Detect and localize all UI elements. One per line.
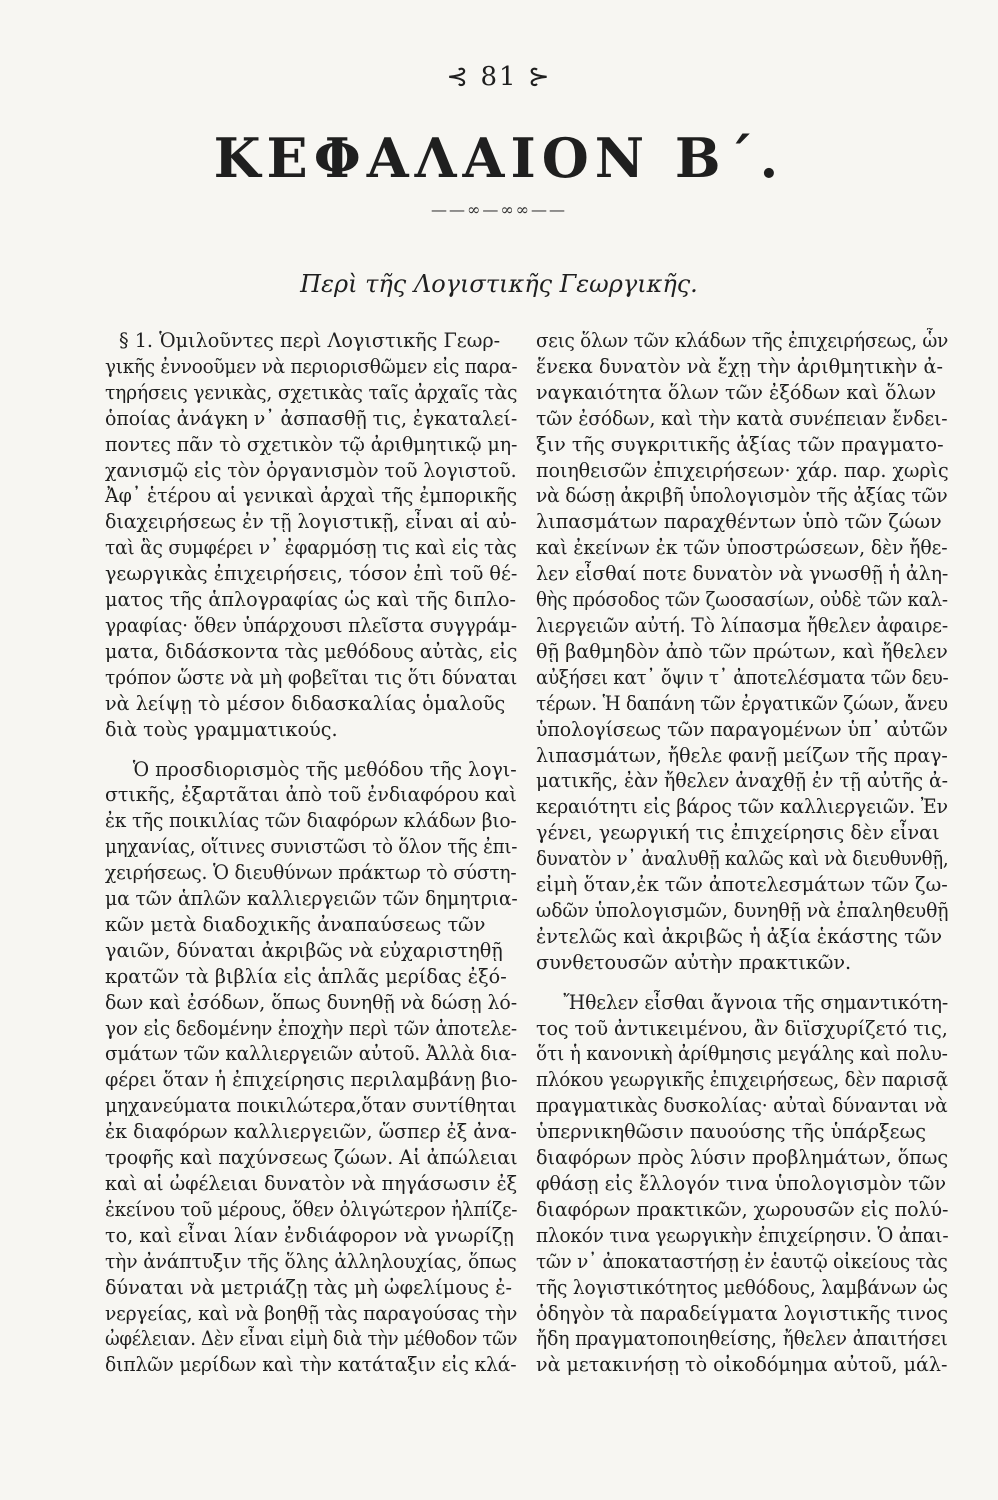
text-line: μηχανεύματα ποικιλώτερα,ὅταν συντίθηται	[105, 1094, 517, 1118]
text-line: κρατῶν τὰ βιβλία εἰς ἁπλᾶς μερίδας ἐξό-	[105, 964, 507, 988]
text-line: ποιηθεισῶν ἐπιχειρήσεων· χάρ. παρ. χωρὶς	[536, 458, 949, 482]
text-line: στικῆς, ἐξαρτᾶται ἀπὸ τοῦ ἐνδιαφόρου καὶ	[105, 783, 517, 807]
paragraph	[105, 757, 517, 1379]
text-line: Ἀφ᾽ ἑτέρου αἱ γενικαὶ ἀρχαὶ τῆς ἐμπορικῆς	[105, 484, 518, 508]
text-line: πραγματικὰς δυσκολίας· αὐταὶ δύνανται νὰ	[536, 1094, 948, 1118]
text-line: τέρων. Ἡ δαπάνη τῶν ἐργατικῶν ζώων, ἄνευ	[536, 691, 948, 715]
text-line: γαιῶν, δύναται ἀκριβῶς νὰ εὐχαριστηθῇ	[105, 938, 503, 962]
text-line: ἐκ διαφόρων καλλιεργειῶν, ὥσπερ ἐξ ἀνα-	[105, 1120, 517, 1144]
text-line: γραφίας· ὅθεν ὑπάρχουσι πλεῖστα συγγράμ-	[105, 613, 517, 637]
text-line: τροφῆς καὶ παχύνσεως ζώων. Αἱ ἀπώλειαι	[105, 1146, 518, 1170]
text-line: πλοκόν τινα γεωργικὴν ἐπιχείρησιν. Ὁ ἀπαι-	[536, 1223, 949, 1247]
paragraph	[536, 328, 948, 976]
text-line: Ἤθελεν εἶσθαι ἄγνοια τῆς σημαντικότη-	[563, 990, 949, 1014]
text-line: ωδῶν ὑπολογισμῶν, δυνηθῇ νὰ ἐπαληθευθῇ	[536, 898, 949, 922]
page-number-value: 81	[480, 62, 518, 92]
text-line: μα τῶν ἁπλῶν καλλιεργειῶν τῶν δημητρια-	[105, 887, 518, 911]
text-line: λιπασμάτων παραχθέντων ὑπὸ τῶν ζώων	[536, 510, 942, 534]
text-line: τὴν ἀνάπτυξιν τῆς ὅλης ἀλληλουχίας, ὅπως	[105, 1249, 517, 1273]
text-line: τος τοῦ ἀντικειμένου, ἂν διϊσχυρίζετό τις,	[536, 1016, 948, 1040]
text-line: Ὁ προσδιορισμὸς τῆς μεθόδου τῆς λογι-	[132, 757, 517, 781]
paragraph-gap	[105, 743, 517, 757]
section-subtitle: Περὶ τῆς Λογιστικῆς Γεωργικῆς.	[300, 270, 698, 298]
text-line: κεραιότητι εἰς βάρος τῶν καλλιεργειῶν. Ἐν	[536, 795, 948, 819]
text-line: καὶ ἐκείνων ἐκ τῶν ὑποστρώσεων, δὲν ἤθε-	[536, 536, 948, 560]
paragraph	[536, 990, 948, 1379]
ornamental-divider: ——∞—∞∞——	[431, 200, 567, 219]
text-line: λεν εἶσθαί ποτε δυνατὸν νὰ γνωσθῇ ἡ ἀλη-	[536, 562, 949, 586]
text-line: ὑπερνικηθῶσιν παυούσης τῆς ὑπάρξεως	[536, 1120, 927, 1144]
text-line: χειρήσεως. Ὁ διευθύνων πράκτωρ τὸ σύστη-	[105, 861, 517, 885]
text-line: ποντες πᾶν τὸ σχετικὸν τῷ ἀριθμητικῷ μη-	[105, 432, 518, 456]
text-line: καὶ αἱ ὠφέλειαι δυνατὸν νὰ πηγάσωσιν ἐξ	[105, 1172, 518, 1195]
text-line: θὴς πρόσοδος τῶν ζωοσασίων, οὐδὲ τῶν καλ-	[536, 588, 948, 612]
text-line: λιπασμάτων, ἤθελε φανῇ μείζων τῆς πραγ-	[536, 743, 948, 767]
right-text-column	[536, 328, 948, 1378]
text-line: γικῆς ἐννοοῦμεν νὰ περιορισθῶμεν εἰς παρα-	[105, 354, 518, 378]
text-line: λιεργειῶν αὐτή. Τὸ λίπασμα ἤθελεν ἀφαιρε-	[536, 613, 948, 637]
text-line: διαφόρων πρακτικῶν, χωρουσῶν εἰς πολύ-	[536, 1197, 949, 1221]
text-line: ἐκείνου τοῦ μέρους, ὅθεν ὀλιγώτερον ἠλπίζε-	[105, 1197, 518, 1221]
ornament-right: ⊱	[527, 62, 552, 92]
text-line: ματα, διδάσκοντα τὰς μεθόδους αὐτὰς, εἰς	[105, 639, 518, 663]
text-line: ὁδηγὸν τὰ παραδείγματα λογιστικῆς τινος	[536, 1301, 948, 1325]
ornament-left: ⊰	[446, 62, 471, 92]
text-line: ναγκαιότητα ὅλων τῶν ἐξόδων καὶ ὅλων	[536, 380, 937, 404]
text-line: ἐντελῶς καὶ ἀκριβῶς ἡ ἀξία ἑκάστης τῶν	[536, 924, 943, 948]
text-line: ὅτι ἡ κανονικὴ ἀρίθμησις μεγάλης καὶ πολυ-	[536, 1042, 948, 1066]
text-line: αὐξήσει κατ᾽ ὄψιν τ᾽ ἀποτελέσματα τῶν δευ-	[536, 665, 949, 689]
text-line: τῶν ν᾽ ἀποκαταστήσῃ ἐν ἑαυτῷ οἰκείους τὰς	[536, 1249, 948, 1273]
text-line: ἤδη πραγματοποιηθείσης, ἤθελεν ἀπαιτήσει	[536, 1327, 948, 1351]
text-line: ὁποίας ἀνάγκη ν᾽ ἀσπασθῇ τις, ἐγκαταλεί-	[105, 406, 518, 430]
left-text-column	[105, 328, 517, 1378]
page-number	[0, 62, 998, 92]
text-line: μηχανίας, οἵτινες συνιστῶσι τὸ ὅλον τῆς ἐπι-	[105, 835, 518, 859]
text-line: γένει, γεωργική τις ἐπιχείρησις δὲν εἶναι	[536, 821, 940, 845]
text-line: σμάτων τῶν καλλιεργειῶν αὐτοῦ. Ἀλλὰ δια-	[105, 1042, 517, 1066]
text-line: νεργείας, καὶ νὰ βοηθῇ τὰς παραγούσας τὴν	[105, 1301, 518, 1325]
text-line: ξιν τῆς συγκριτικῆς ἀξίας τῶν πραγματο-	[536, 432, 944, 456]
text-line: ἐκ τῆς ποικιλίας τῶν διαφόρων κλάδων βιο-	[105, 809, 517, 833]
text-line: συνθετουσῶν αὐτὴν πρακτικῶν.	[536, 950, 852, 974]
text-line: § 1. Ὁμιλοῦντες περὶ Λογιστικῆς Γεωρ-	[119, 329, 501, 352]
text-line: νὰ λείψῃ τὸ μέσον διδασκαλίας ὁμαλοῦς	[105, 691, 506, 715]
text-line: νὰ μετακινήσῃ τὸ οἰκοδόμημα αὐτοῦ, μάλ-	[536, 1353, 948, 1377]
text-line: ματος τῆς ἁπλογραφίας ὡς καὶ τῆς διπλο-	[105, 588, 517, 612]
text-line: τηρήσεις γενικὰς, σχετικὰς ταῖς ἀρχαῖς τὰς	[105, 380, 518, 404]
text-line: δύναται νὰ μετριάζῃ τὰς μὴ ὠφελίμους ἐ-	[105, 1275, 513, 1299]
text-line: κῶν μετὰ διαδοχικῆς ἀναπαύσεως τῶν	[105, 912, 486, 936]
text-line: τρόπον ὥστε νὰ μὴ φοβεῖται τις ὅτι δύναται	[105, 665, 518, 689]
text-line: εἰμὴ ὅταν,ἐκ τῶν ἀποτελεσμάτων τῶν ζω-	[536, 873, 948, 897]
text-line: θῇ βαθμηδὸν ἀπὸ τῶν πρώτων, καὶ ἤθελεν	[536, 639, 948, 663]
text-line: διαχειρήσεως ἐν τῇ λογιστικῇ, εἶναι αἱ αὐ-	[105, 510, 517, 534]
text-line: νὰ δώσῃ ἀκριβῆ ὑπολογισμὸν τῆς ἀξίας τῶν	[536, 484, 948, 508]
text-line: γεωργικὰς ἐπιχειρήσεις, τόσον ἐπὶ τοῦ θέ-	[105, 562, 518, 586]
text-line: χανισμῷ εἰς τὸν ὀργανισμὸν τοῦ λογιστοῦ.	[105, 458, 517, 482]
text-line: δυνατὸν ν᾽ ἀναλυθῇ καλῶς καὶ νὰ διευθυνθῇ,	[536, 847, 949, 871]
text-line: ὑπολογίσεως τῶν παραγομένων ὑπ᾽ αὐτῶν	[536, 717, 948, 741]
chapter-title: ΚΕΦΑΛΑΙΟΝ Β΄.	[213, 126, 785, 190]
paragraph-gap	[536, 976, 948, 990]
text-line: πλόκου γεωργικῆς ἐπιχειρήσεως, δὲν παρισᾷ	[536, 1068, 948, 1092]
text-line: διὰ τοὺς γραμματικούς.	[105, 717, 338, 741]
text-line: τῶν ἐσόδων, καὶ τὴν κατὰ συνέπειαν ἔνδει-	[536, 406, 948, 430]
text-line: διπλῶν μερίδων καὶ τὴν κατάταξιν εἰς κλά-	[105, 1353, 517, 1377]
text-line: φέρει ὅταν ἡ ἐπιχείρησις περιλαμβάνῃ βιο-	[105, 1068, 518, 1092]
text-line: φθάσῃ εἰς ἔλλογόν τινα ὑπολογισμὸν τῶν	[536, 1172, 947, 1195]
text-line: τῆς λογιστικότητος μεθόδους, λαμβάνων ὡς	[536, 1275, 948, 1299]
text-line: το, καὶ εἶναι λίαν ἐνδιάφορον νὰ γνωρίζῃ	[105, 1223, 514, 1247]
text-line: διαφόρων πρὸς λύσιν προβλημάτων, ὅπως	[536, 1146, 949, 1170]
paragraph	[105, 328, 517, 743]
text-line: ταὶ ἃς συμφέρει ν᾽ ἐφαρμόσῃ τις καὶ εἰς τὰς	[105, 536, 517, 560]
text-line: ὠφέλειαν. Δὲν εἶναι εἰμὴ διὰ τὴν μέθοδον τῶν	[105, 1327, 518, 1351]
text-line: γον εἰς δεδομένην ἐποχὴν περὶ τῶν ἀποτελε-	[105, 1016, 517, 1040]
text-line: σεις ὅλων τῶν κλάδων τῆς ἐπιχειρήσεως, ὧν	[536, 329, 949, 352]
text-line: ἕνεκα δυνατὸν νὰ ἔχῃ τὴν ἀριθμητικὴν ἀ-	[536, 354, 943, 378]
text-line: ματικῆς, ἐὰν ἤθελεν ἀναχθῇ ἐν τῇ αὐτῆς ἀ-	[536, 769, 948, 793]
text-line: δων καὶ ἐσόδων, ὅπως δυνηθῇ νὰ δώσῃ λό-	[105, 990, 518, 1014]
